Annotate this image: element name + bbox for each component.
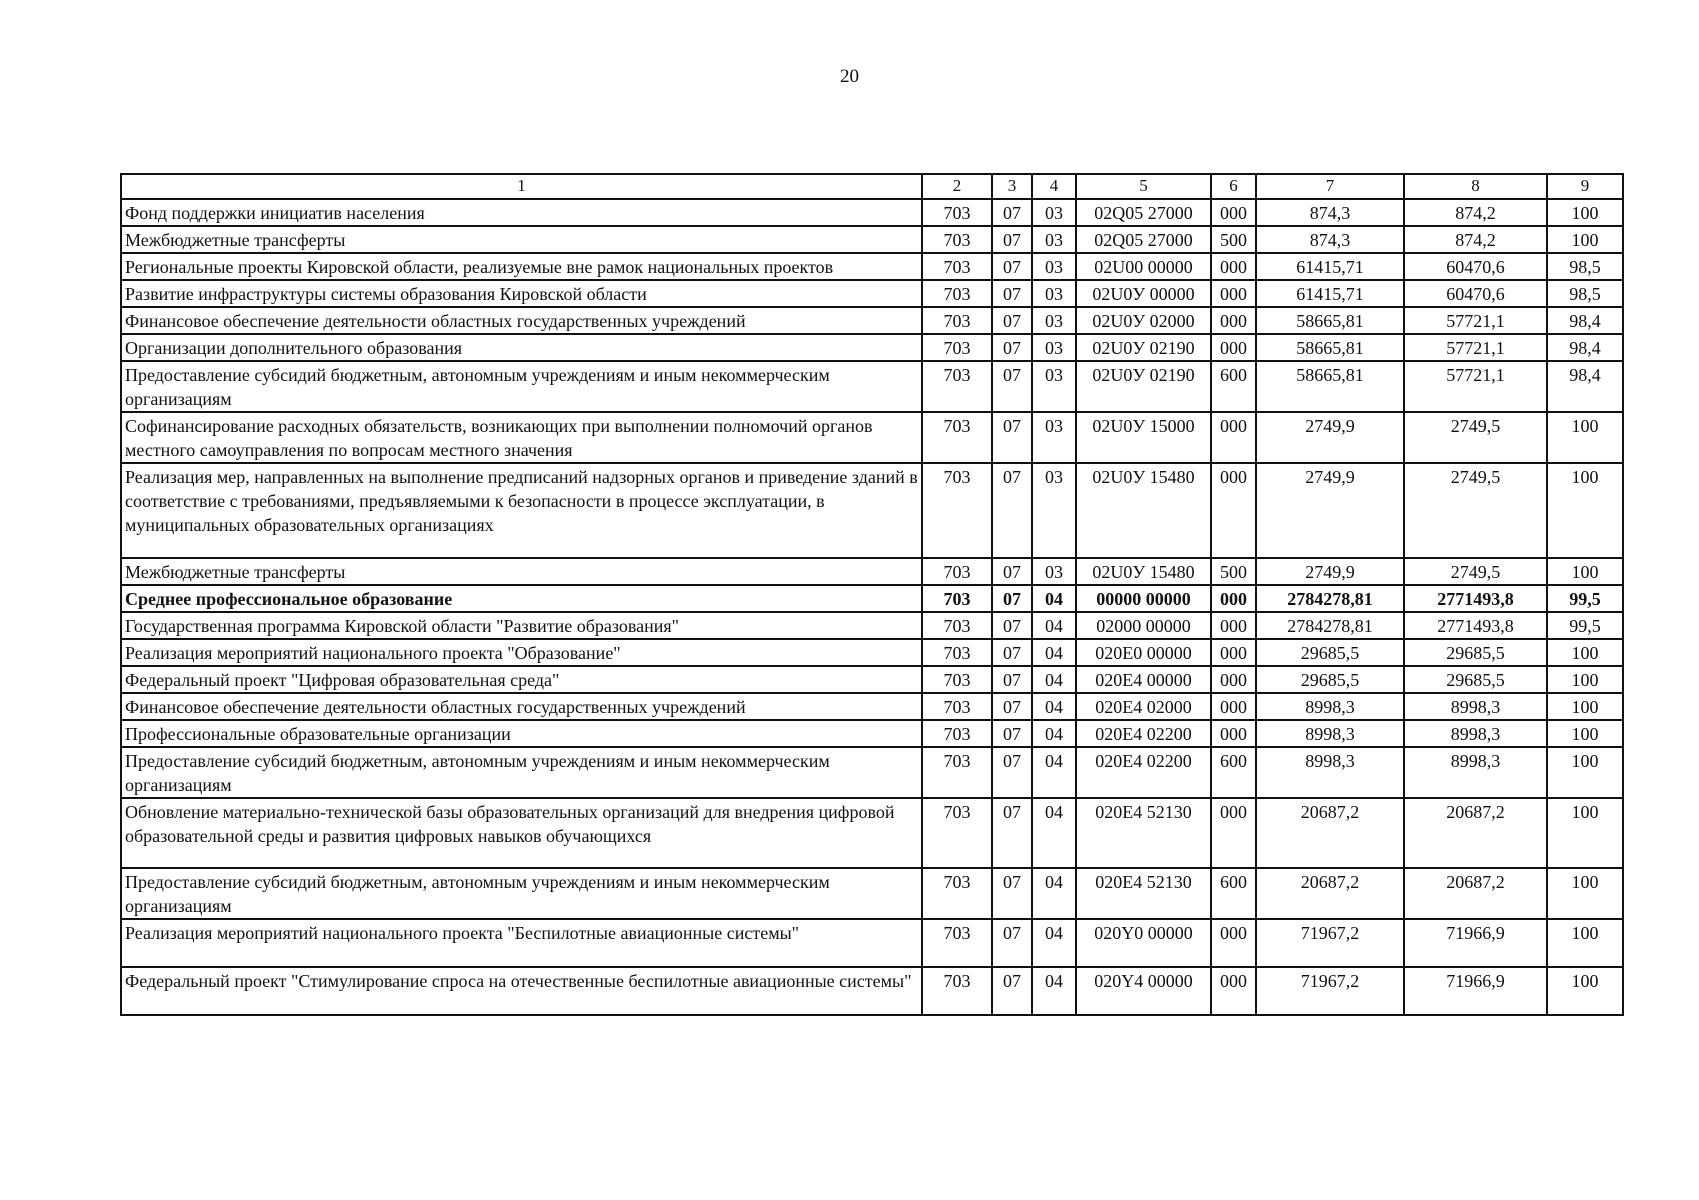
row-name-cell: Региональные проекты Кировской области, реализуемые вне рамок национальных проектов [121,253,922,280]
column-header-6: 6 [1211,174,1256,199]
row-col-4-cell: 04 [1032,666,1076,693]
row-col-4-cell: 03 [1032,334,1076,361]
row-col-9-cell: 100 [1547,693,1623,720]
table-row [121,307,1623,334]
row-col-8-cell: 60470,6 [1404,280,1547,307]
row-col-9-cell: 100 [1547,463,1623,558]
row-name-cell: Организации дополнительного образования [121,334,922,361]
row-col-4-cell: 04 [1032,720,1076,747]
row-col-3-cell: 07 [992,612,1032,639]
row-col-5-cell: 02U0У 15480 [1076,558,1211,585]
row-name-cell: Межбюджетные трансферты [121,226,922,253]
table-row [121,226,1623,253]
row-col-2-cell: 703 [922,585,992,612]
row-col-5-cell: 020Y4 00000 [1076,967,1211,1015]
row-col-7-cell: 8998,3 [1256,693,1404,720]
row-col-7-cell: 58665,81 [1256,361,1404,412]
column-header-4: 4 [1032,174,1076,199]
row-col-4-cell: 04 [1032,967,1076,1015]
row-col-5-cell: 020E4 52130 [1076,868,1211,919]
row-name-cell: Межбюджетные трансферты [121,558,922,585]
table-row [121,919,1623,967]
row-col-3-cell: 07 [992,199,1032,226]
row-col-6-cell: 000 [1211,280,1256,307]
column-header-3: 3 [992,174,1032,199]
row-col-9-cell: 100 [1547,919,1623,967]
row-col-6-cell: 000 [1211,463,1256,558]
row-col-8-cell: 8998,3 [1404,693,1547,720]
table-row [121,280,1623,307]
row-col-9-cell: 98,5 [1547,280,1623,307]
row-col-6-cell: 000 [1211,919,1256,967]
row-col-9-cell: 100 [1547,199,1623,226]
row-col-4-cell: 04 [1032,693,1076,720]
row-col-7-cell: 71967,2 [1256,967,1404,1015]
row-col-8-cell: 2771493,8 [1404,585,1547,612]
row-col-4-cell: 04 [1032,747,1076,798]
row-col-7-cell: 2749,9 [1256,558,1404,585]
table-row [121,463,1623,558]
row-name-cell: Среднее профессиональное образование [121,585,922,612]
table-row [121,666,1623,693]
row-col-9-cell: 100 [1547,639,1623,666]
row-col-7-cell: 2749,9 [1256,412,1404,463]
row-col-6-cell: 000 [1211,307,1256,334]
row-name-cell: Развитие инфраструктуры системы образования Кировской области [121,280,922,307]
column-header-2: 2 [922,174,992,199]
row-col-9-cell: 98,4 [1547,334,1623,361]
row-col-5-cell: 02Q05 27000 [1076,199,1211,226]
row-col-3-cell: 07 [992,747,1032,798]
row-col-6-cell: 000 [1211,666,1256,693]
row-col-4-cell: 04 [1032,639,1076,666]
row-col-5-cell: 02U0У 02000 [1076,307,1211,334]
row-col-2-cell: 703 [922,666,992,693]
row-col-3-cell: 07 [992,967,1032,1015]
row-col-7-cell: 8998,3 [1256,747,1404,798]
row-col-3-cell: 07 [992,693,1032,720]
row-col-8-cell: 57721,1 [1404,361,1547,412]
row-col-4-cell: 03 [1032,361,1076,412]
budget-table [120,173,1624,1016]
row-col-3-cell: 07 [992,666,1032,693]
row-col-2-cell: 703 [922,463,992,558]
row-col-2-cell: 703 [922,720,992,747]
table-row [121,334,1623,361]
row-col-5-cell: 020E4 52130 [1076,798,1211,868]
row-col-3-cell: 07 [992,639,1032,666]
row-col-4-cell: 03 [1032,253,1076,280]
row-col-6-cell: 000 [1211,967,1256,1015]
row-col-2-cell: 703 [922,798,992,868]
row-col-5-cell: 02U0У 02190 [1076,334,1211,361]
row-col-6-cell: 000 [1211,798,1256,868]
row-col-2-cell: 703 [922,361,992,412]
row-col-7-cell: 61415,71 [1256,280,1404,307]
row-name-cell: Софинансирование расходных обязательств, возникающих при выполнении полномочий органов местного самоуправления по вопросам местного значения [121,412,922,463]
row-col-8-cell: 2771493,8 [1404,612,1547,639]
row-col-9-cell: 100 [1547,967,1623,1015]
table-row [121,199,1623,226]
row-col-9-cell: 99,5 [1547,612,1623,639]
table-body [121,199,1623,1015]
row-name-cell: Реализация мероприятий национального проекта "Образование" [121,639,922,666]
row-col-3-cell: 07 [992,361,1032,412]
row-col-4-cell: 04 [1032,868,1076,919]
row-col-5-cell: 020E4 02000 [1076,693,1211,720]
row-col-8-cell: 874,2 [1404,226,1547,253]
row-col-5-cell: 02U0У 15480 [1076,463,1211,558]
row-col-5-cell: 02U0У 02190 [1076,361,1211,412]
row-col-9-cell: 100 [1547,747,1623,798]
row-name-cell: Реализация мер, направленных на выполнение предписаний надзорных органов и приведение зданий в соответствие с требованиями, предъявляемыми к безопасности в процессе эксплуатации, в муниципальных образовательных организациях [121,463,922,558]
column-header-7: 7 [1256,174,1404,199]
row-col-2-cell: 703 [922,639,992,666]
row-col-8-cell: 20687,2 [1404,798,1547,868]
row-col-3-cell: 07 [992,280,1032,307]
table-row [121,747,1623,798]
row-col-4-cell: 04 [1032,585,1076,612]
row-col-7-cell: 61415,71 [1256,253,1404,280]
row-col-5-cell: 020E4 00000 [1076,666,1211,693]
row-col-8-cell: 29685,5 [1404,639,1547,666]
row-col-7-cell: 874,3 [1256,199,1404,226]
row-col-7-cell: 29685,5 [1256,666,1404,693]
row-col-4-cell: 04 [1032,612,1076,639]
row-name-cell: Федеральный проект "Стимулирование спроса на отечественные беспилотные авиационные системы" [121,967,922,1015]
table-row [121,868,1623,919]
row-col-3-cell: 07 [992,585,1032,612]
row-col-2-cell: 703 [922,226,992,253]
row-name-cell: Предоставление субсидий бюджетным, автономным учреждениям и иным некоммерческим организациям [121,868,922,919]
row-col-7-cell: 71967,2 [1256,919,1404,967]
row-col-5-cell: 02000 00000 [1076,612,1211,639]
row-col-7-cell: 2784278,81 [1256,612,1404,639]
row-col-3-cell: 07 [992,307,1032,334]
row-col-3-cell: 07 [992,253,1032,280]
row-col-6-cell: 000 [1211,693,1256,720]
row-name-cell: Государственная программа Кировской области "Развитие образования" [121,612,922,639]
row-col-9-cell: 100 [1547,666,1623,693]
row-col-7-cell: 58665,81 [1256,307,1404,334]
row-col-6-cell: 000 [1211,639,1256,666]
row-name-cell: Предоставление субсидий бюджетным, автономным учреждениям и иным некоммерческим организациям [121,747,922,798]
table-row [121,412,1623,463]
row-name-cell: Федеральный проект "Цифровая образовательная среда" [121,666,922,693]
row-col-6-cell: 500 [1211,558,1256,585]
column-header-9: 9 [1547,174,1623,199]
column-header-5: 5 [1076,174,1211,199]
row-col-3-cell: 07 [992,412,1032,463]
row-col-6-cell: 000 [1211,334,1256,361]
row-name-cell: Финансовое обеспечение деятельности областных государственных учреждений [121,693,922,720]
row-col-4-cell: 03 [1032,412,1076,463]
row-name-cell: Обновление материально-технической базы образовательных организаций для внедрения цифровой образовательной среды и развития цифровых навыков обучающихся [121,798,922,868]
table-row [121,612,1623,639]
row-col-4-cell: 03 [1032,199,1076,226]
row-col-4-cell: 03 [1032,463,1076,558]
column-header-8: 8 [1404,174,1547,199]
row-col-4-cell: 03 [1032,226,1076,253]
row-col-8-cell: 60470,6 [1404,253,1547,280]
row-col-2-cell: 703 [922,747,992,798]
row-col-5-cell: 020E4 02200 [1076,747,1211,798]
row-name-cell: Реализация мероприятий национального проекта "Беспилотные авиационные системы" [121,919,922,967]
row-name-cell: Профессиональные образовательные организации [121,720,922,747]
row-col-2-cell: 703 [922,868,992,919]
row-col-7-cell: 8998,3 [1256,720,1404,747]
row-col-7-cell: 2784278,81 [1256,585,1404,612]
row-col-2-cell: 703 [922,334,992,361]
row-col-4-cell: 03 [1032,280,1076,307]
row-col-9-cell: 98,5 [1547,253,1623,280]
row-col-8-cell: 8998,3 [1404,720,1547,747]
row-col-8-cell: 874,2 [1404,199,1547,226]
row-col-3-cell: 07 [992,558,1032,585]
row-name-cell: Фонд поддержки инициатив населения [121,199,922,226]
row-col-7-cell: 29685,5 [1256,639,1404,666]
row-col-7-cell: 874,3 [1256,226,1404,253]
row-col-6-cell: 600 [1211,361,1256,412]
table-row [121,361,1623,412]
row-col-9-cell: 100 [1547,412,1623,463]
row-col-6-cell: 600 [1211,868,1256,919]
row-col-5-cell: 020Y0 00000 [1076,919,1211,967]
row-col-8-cell: 57721,1 [1404,334,1547,361]
table-row [121,585,1623,612]
page-number: 20 [840,66,859,87]
row-col-2-cell: 703 [922,558,992,585]
row-col-2-cell: 703 [922,967,992,1015]
row-col-6-cell: 000 [1211,253,1256,280]
row-col-2-cell: 703 [922,412,992,463]
row-col-8-cell: 57721,1 [1404,307,1547,334]
row-col-6-cell: 000 [1211,720,1256,747]
row-col-7-cell: 20687,2 [1256,868,1404,919]
row-col-5-cell: 020E0 00000 [1076,639,1211,666]
row-col-4-cell: 03 [1032,307,1076,334]
row-col-3-cell: 07 [992,868,1032,919]
row-col-8-cell: 29685,5 [1404,666,1547,693]
row-col-9-cell: 100 [1547,868,1623,919]
row-col-9-cell: 98,4 [1547,361,1623,412]
row-col-6-cell: 000 [1211,585,1256,612]
row-col-4-cell: 04 [1032,919,1076,967]
row-col-6-cell: 500 [1211,226,1256,253]
row-col-2-cell: 703 [922,199,992,226]
row-col-9-cell: 100 [1547,558,1623,585]
row-col-8-cell: 2749,5 [1404,558,1547,585]
row-col-7-cell: 58665,81 [1256,334,1404,361]
row-col-3-cell: 07 [992,226,1032,253]
row-col-9-cell: 98,4 [1547,307,1623,334]
row-col-6-cell: 000 [1211,412,1256,463]
row-col-2-cell: 703 [922,919,992,967]
table-row [121,558,1623,585]
row-col-2-cell: 703 [922,612,992,639]
row-col-9-cell: 100 [1547,720,1623,747]
row-col-3-cell: 07 [992,334,1032,361]
row-col-5-cell: 00000 00000 [1076,585,1211,612]
row-col-5-cell: 02U0У 15000 [1076,412,1211,463]
row-col-3-cell: 07 [992,463,1032,558]
row-col-2-cell: 703 [922,253,992,280]
row-name-cell: Финансовое обеспечение деятельности областных государственных учреждений [121,307,922,334]
row-col-8-cell: 2749,5 [1404,463,1547,558]
row-col-7-cell: 2749,9 [1256,463,1404,558]
row-col-7-cell: 20687,2 [1256,798,1404,868]
row-col-4-cell: 04 [1032,798,1076,868]
row-col-6-cell: 000 [1211,199,1256,226]
row-col-4-cell: 03 [1032,558,1076,585]
row-col-2-cell: 703 [922,280,992,307]
column-header-1: 1 [121,174,922,199]
column-number-header-row [121,174,1623,199]
table-row [121,798,1623,868]
row-col-5-cell: 02U0У 00000 [1076,280,1211,307]
row-col-6-cell: 000 [1211,612,1256,639]
row-col-8-cell: 8998,3 [1404,747,1547,798]
row-col-8-cell: 2749,5 [1404,412,1547,463]
row-col-9-cell: 100 [1547,798,1623,868]
row-col-8-cell: 71966,9 [1404,919,1547,967]
table-row [121,693,1623,720]
row-col-3-cell: 07 [992,919,1032,967]
row-col-3-cell: 07 [992,720,1032,747]
row-col-5-cell: 02Q05 27000 [1076,226,1211,253]
table-row [121,967,1623,1015]
row-col-6-cell: 600 [1211,747,1256,798]
row-col-5-cell: 020E4 02200 [1076,720,1211,747]
row-col-2-cell: 703 [922,307,992,334]
row-col-3-cell: 07 [992,798,1032,868]
row-col-9-cell: 99,5 [1547,585,1623,612]
row-col-8-cell: 20687,2 [1404,868,1547,919]
row-name-cell: Предоставление субсидий бюджетным, автономным учреждениям и иным некоммерческим организациям [121,361,922,412]
row-col-5-cell: 02U00 00000 [1076,253,1211,280]
table-row [121,639,1623,666]
row-col-2-cell: 703 [922,693,992,720]
row-col-8-cell: 71966,9 [1404,967,1547,1015]
table-row [121,253,1623,280]
table-row [121,720,1623,747]
row-col-9-cell: 100 [1547,226,1623,253]
